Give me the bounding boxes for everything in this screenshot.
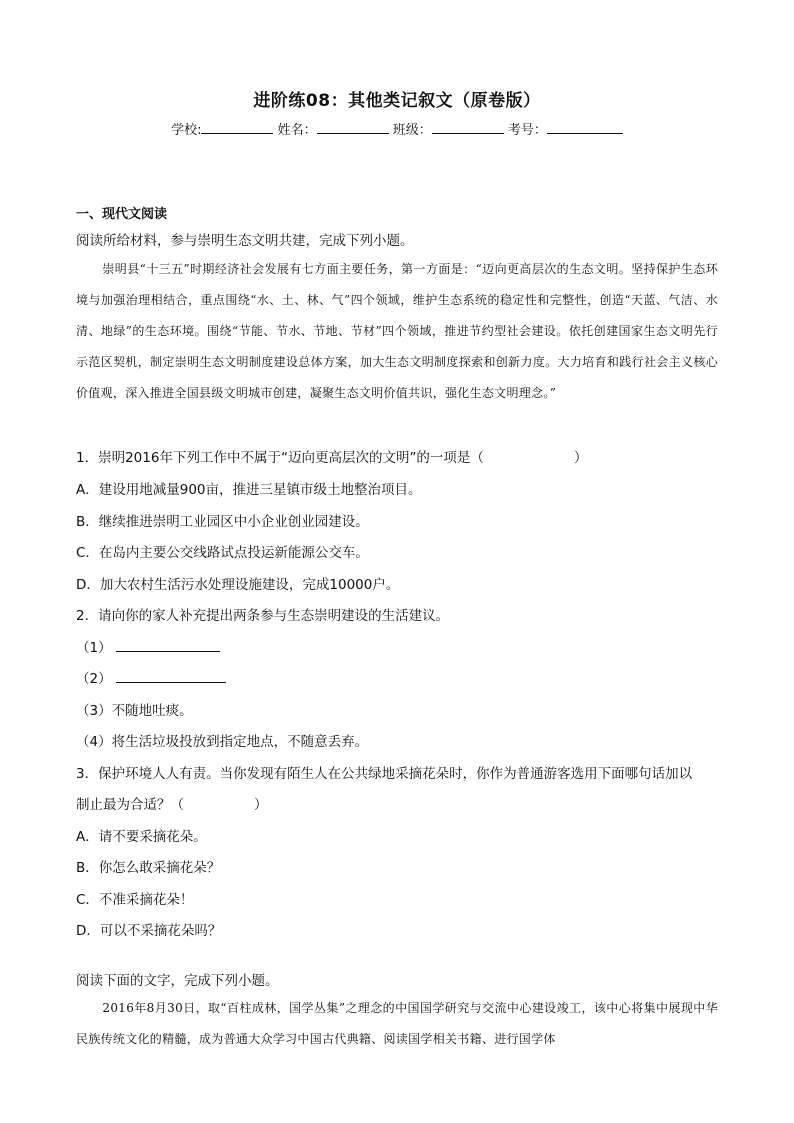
q2-item-2-blank[interactable] (116, 668, 226, 683)
passage-1 (76, 254, 718, 409)
q1-option-b: B．继续推进崇明工业园区中小企业创业园建设。 (76, 514, 369, 530)
q1-close-paren: ） (573, 450, 588, 466)
section1-intro: 阅读所给材料，参与崇明生态文明共建，完成下列小题。 (76, 233, 414, 249)
section2-intro: 阅读下面的文字，完成下列小题。 (76, 973, 279, 989)
school-blank[interactable] (201, 119, 273, 134)
school-label: 学校: (171, 123, 202, 138)
q3-option-a: A．请不要采摘花朵。 (76, 829, 207, 845)
q1-option-a: A．建设用地减量900亩，推进三星镇市级土地整治项目。 (76, 482, 422, 498)
class-label: 班级： (392, 123, 432, 138)
q2-item-2 (76, 667, 226, 687)
q2-item-1-label: （1） (76, 640, 112, 656)
q3-option-d: D．可以不采摘花朵吗？ (76, 923, 222, 939)
number-label: 考号： (507, 123, 547, 138)
q3-stem-line-1: 3．保护环境人人有责。当你发现有陌生人在公共绿地采摘花朵时，你作为普通游客选用下面哪句话加以 (76, 766, 693, 782)
q3-close-paren: ） (254, 797, 268, 813)
q2-stem: 2．请向你的家人补充提出两条参与生态崇明建设的生活建议。 (76, 608, 450, 624)
page-title: 进阶练08：其他类记叙文（原卷版） (253, 91, 541, 111)
q2-item-2-label: （2） (76, 671, 112, 687)
q3-stem-line-2 (76, 793, 268, 813)
number-blank[interactable] (547, 119, 623, 134)
q1-stem (76, 446, 587, 466)
q1-option-c: C．在岛内主要公交线路试点投运新能源公交车。 (76, 545, 369, 561)
passage-2-text: 2016年8月30日，取“百柱成林，国学丛集”之理念的中国国学研究与交流中心建设竣工，该中心将集中展现中华民族传统文化的精髓，成为普通大众学习中国古代典籍、阅读国学相关书籍、进行国学体 (76, 1001, 718, 1046)
q3-option-b: B．你怎么敢采摘花朵？ (76, 860, 221, 876)
name-blank[interactable] (317, 119, 389, 134)
q1-stem-text: 1．崇明2016年下列工作中不属于“迈向更高层次的文明”的一项是（ (76, 450, 484, 466)
q3-stem-text: 制止最为合适？（ (76, 797, 184, 813)
name-label: 姓名： (277, 123, 317, 138)
student-info-row (0, 119, 794, 138)
q2-item-1-blank[interactable] (116, 637, 220, 652)
q1-option-d: D．加大农村生活污水处理设施建设，完成10000户。 (76, 577, 400, 593)
class-blank[interactable] (432, 119, 504, 134)
q3-option-c: C．不准采摘花朵！ (76, 892, 194, 908)
q2-item-3: （3）不随地吐痰。 (76, 703, 193, 719)
passage-1-text: 崇明县“十三五”时期经济社会发展有七方面主要任务，第一方面是：“迈向更高层次的生态文明。坚持保护生态环境与加强治理相结合，重点围绕“水、土、林、气”四个领域，维护生态系统的稳定性和完整性，创造“天蓝、气洁、水清、地绿”的生态环境。围绕“节能、节水、节地、节材”四个领域，推进节约型社会建设。依托创建国家生态文明先行示范区契机，制定崇明生态文明制度建设总体方案，加大生态文明制度探索和创新力度。大力培育和践行社会主义核心价值观，深入推进全国县级文明城市创建，凝聚生态文明价值共识，强化生态文明理念。” (76, 262, 718, 400)
passage-2 (76, 993, 718, 1055)
q2-item-1 (76, 636, 220, 656)
q2-item-4: （4）将生活垃圾投放到指定地点，不随意丢弃。 (76, 734, 369, 750)
section-heading: 一、现代文阅读 (76, 207, 168, 222)
